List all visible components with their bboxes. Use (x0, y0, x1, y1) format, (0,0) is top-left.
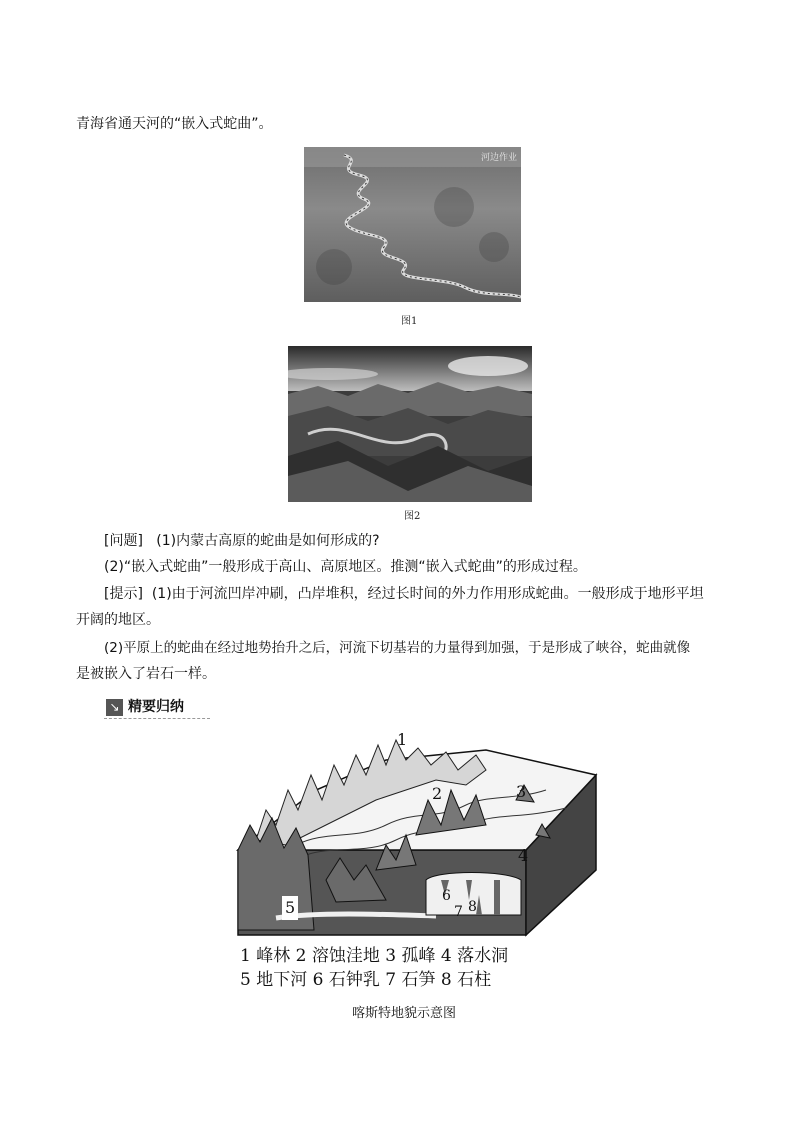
label-1: 1 (397, 730, 408, 749)
hint-a2-line2: 是被嵌入了岩石一样。 (76, 666, 216, 682)
hint-a1-line1: (1)由于河流凹岸冲刷，凸岸堆积，经过长时间的外力作用形成蛇曲。一般形成于地形平坦 (151, 586, 704, 602)
question-label: [问题] (104, 533, 143, 549)
figure2-caption: 图2 (404, 511, 421, 522)
label-7: 7 (454, 904, 463, 920)
figure1-watermark: 河边作业 (480, 153, 517, 163)
hint-a1-line2: 开阔的地区。 (76, 612, 160, 628)
label-5: 5 (282, 896, 298, 920)
diagram-caption: 喀斯特地貌示意图 (352, 1006, 457, 1021)
section-title: 精要归纳 (128, 699, 184, 715)
label-2: 2 (432, 784, 443, 803)
figure1-photo (304, 147, 521, 302)
hint-a2-line1: (2)平原上的蛇曲在经过地势抬升之后，河流下切基岩的力量得到加强，于是形成了峡谷，蛇曲就像 (104, 640, 691, 656)
intro-text: 青海省通天河的“嵌入式蛇曲”。 (76, 116, 273, 132)
section-header (104, 698, 210, 719)
label-6: 6 (442, 888, 451, 904)
label-3: 3 (516, 782, 527, 801)
figure1-caption: 图1 (401, 316, 418, 327)
figure2-photo (288, 346, 532, 502)
question-q1: (1)内蒙古高原的蛇曲是如何形成的? (156, 533, 380, 549)
hint-label: [提示] (104, 586, 143, 602)
arrow-icon: ↘ (106, 699, 123, 716)
question-q2: (2)“嵌入式蛇曲”一般形成于高山、高原地区。推测“嵌入式蛇曲”的形成过程。 (104, 559, 587, 575)
hint-line1 (104, 584, 704, 604)
karst-diagram (236, 730, 600, 942)
label-8: 8 (468, 899, 477, 915)
legend-line1: 1 峰林 2 溶蚀洼地 3 孤峰 4 落水洞 (240, 946, 509, 966)
label-4: 4 (518, 846, 529, 865)
question-line1 (104, 531, 380, 551)
legend-line2: 5 地下河 6 石钟乳 7 石笋 8 石柱 (240, 970, 492, 990)
